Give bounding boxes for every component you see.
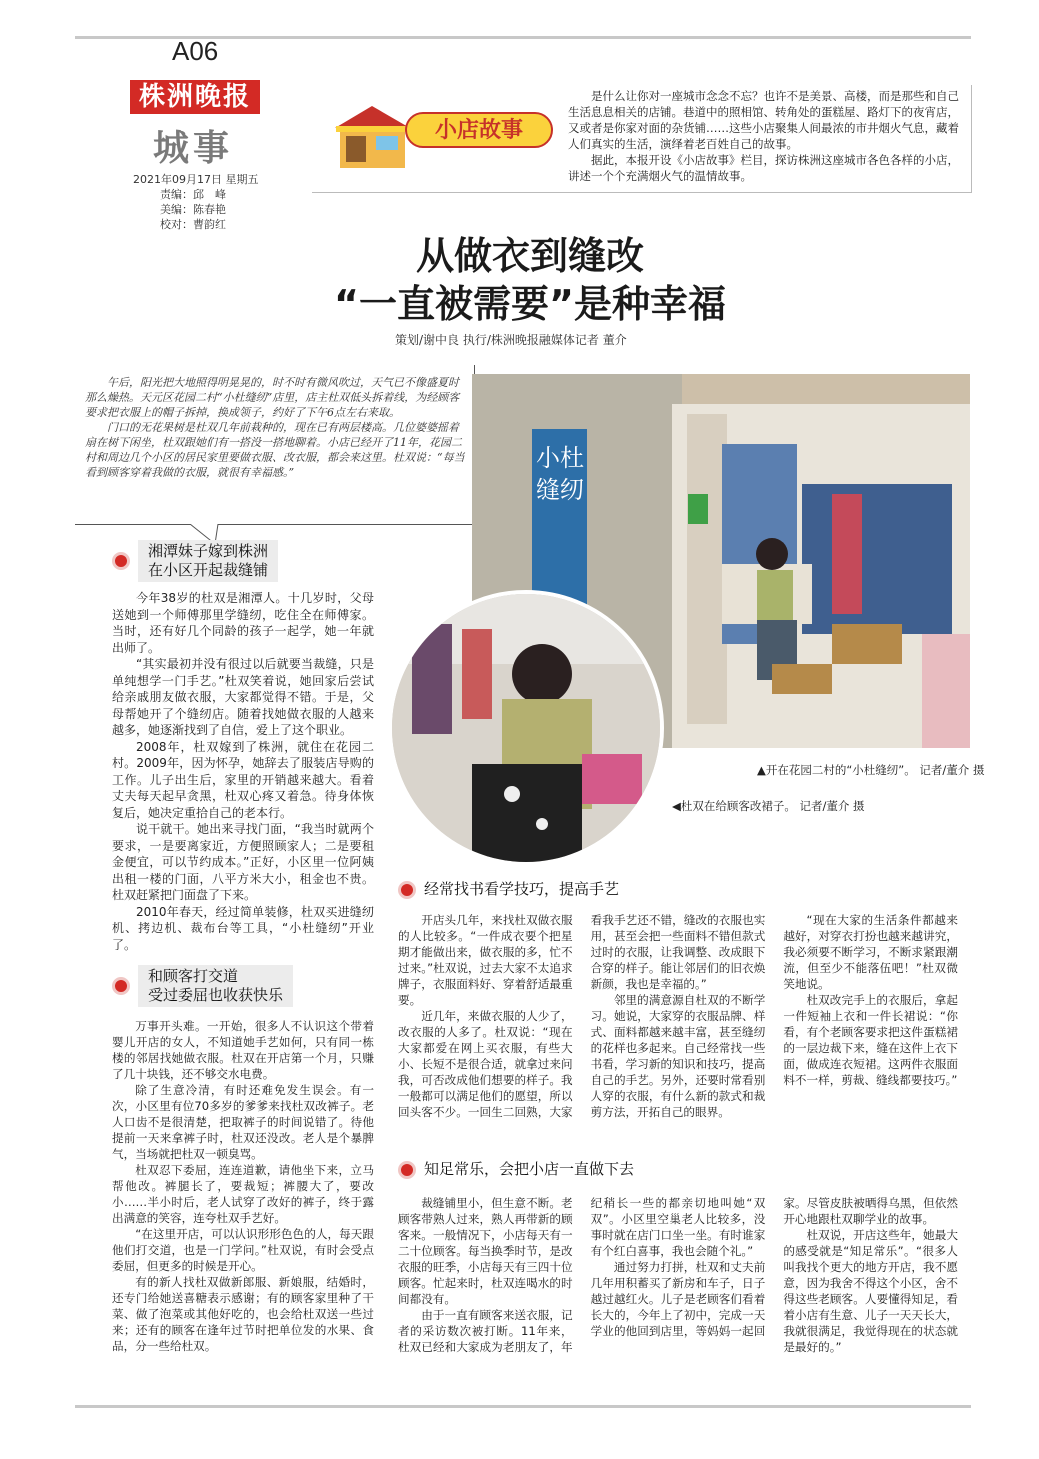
lead-paragraph: 门口的无花果树是杜双几年前栽种的，现在已有两层楼高。几位婆婆摇着扇在树下闲坐，杜双跟她们有一搭没一搭地聊着。小店已经开了11年，花园二村和周边几个小区的居民家里要做衣服、改衣服，都会来这里。杜双说：“每当看到顾客穿着我做的衣服，就很有幸福感。” [85,421,465,479]
body-paragraph: “现在大家的生活条件都越来越好，对穿衣打扮也越来越讲究，我必须要不断学习，不断求紧跟潮流，但至少不能落伍吧！”杜双微笑地说。 [783,913,958,991]
bottom-rule [75,1405,971,1408]
section-heading-line: 经常找书看学技巧，提高手艺 [424,880,620,898]
tailor-photo-caption: ◀杜双在给顾客改裙子。 记者/董介 摄 [672,799,865,813]
credit-proofreader: 校对：曹韵红 [160,218,226,231]
headline-line-2: “一直被需要”是种幸福 [334,282,726,326]
section-body-2 [112,1018,374,1354]
section-body-4 [398,1195,958,1395]
section-body-3 [398,912,958,1140]
body-paragraph: 裁缝铺里小，但生意不断。老顾客带熟人过来，熟人再带新的顾客来。一般情况下，小店每天有一二十位顾客。每当换季时节，是改衣服的旺季，小店每天有三四十位顾客。忙起来时，杜双连喝水的时间都没有。 [398,1196,573,1306]
body-paragraph: 邻里的满意源自杜双的不断学习。她说，大家穿的衣服品牌、样式、面料都越来越丰富，甚至缝纫的花样也多起来。自己经常找一些书看，学习新的知识和技巧，提高自己的手艺。另外，还要时常看别人穿的衣服，有什么新的款式和裁剪方法，开拓自己的眼界。 [590,993,766,1119]
masthead-logo: 株洲晚报 [130,80,260,114]
column-intro-text [568,88,968,184]
credit-editor: 责编：邱 峰 [160,188,226,201]
section-heading-line: 受过委屈也收获快乐 [148,986,284,1004]
editor-credits [160,187,226,232]
tailor-photo-art [392,594,660,862]
section-heading-line: 和顾客打交道 [148,967,239,985]
lead-paragraph: 午后，阳光把大地照得明晃晃的，时不时有微风吹过，天气已不像盛夏时那么燥热。天元区花园二村“小杜缝纫”店里，店主杜双低头拆着线，为经顾客要求把衣服上的帽子拆掉，换成领子，约好了下午6点左右来取。 [85,376,460,419]
body-paragraph: “其实最初并没有很过以后就要当裁缝，只是单纯想学一门手艺。”杜双笑着说，她回家后尝试给亲戚朋友做衣服，大家都觉得不错。于是，父母帮她开了个缝纫店。随着找她做衣服的人越来越多，她逐渐找到了自信，爱上了这个职业。 [112,657,374,737]
intro-paragraph: 是什么让你对一座城市念念不忘？也许不是美景、高楼，而是那些和自己生活息息相关的店铺。巷道中的照相馆、转角处的蛋糕屋、路灯下的夜宵店，又或者是你家对面的杂货铺……这些小店聚集人间最浓的市井烟火气息，藏着人们真实的生活，演绎着老百姓自己的故事。 [568,89,959,151]
column-badge: 小店故事 [405,112,553,148]
body-paragraph: 杜双忍下委屈，连连道歉，请他坐下来，立马帮他改。裤腿长了，要裁短；裤腰大了，要改小……半小时后，老人试穿了改好的裤子，终于露出满意的笑容，连夸杜双手艺好。 [112,1163,374,1225]
page-number: A06 [172,36,219,66]
dateline: 2021年09月17日 星期五 [133,173,259,186]
section-heading-3 [398,880,619,899]
bullet-dot-icon [112,552,130,570]
section-heading-1 [112,540,278,582]
body-paragraph: 开店头几年，来找杜双做衣服的人比较多。“一件成衣要个把星期才能做出来，做衣服的多，忙不过来。”杜双说，过去大家不太追求牌子，衣服面料好、穿着舒适最重要。 [398,913,573,1007]
section-heading-line: 知足常乐，会把小店一直做下去 [424,1160,635,1178]
section-heading-2 [112,965,293,1007]
body-paragraph: 有的新人找杜双做新郎服、新娘服，结婚时，还专门给她送喜糖表示感谢；有的顾客家里种了干菜、做了泡菜或其他好吃的，也会给杜双送一些过来；还有的顾客在逢年过节时把单位发的水果、食品，分一些给杜双。 [112,1275,374,1353]
body-paragraph: 通过努力打拼，杜双和丈夫前几年用积蓄买了新房和车子，日子越过越红火。儿子是老顾客们看着长大的，今年上了初中，完成一天学业的他回到店里，等妈妈一起回家。尽管皮肤被晒得乌黑，但依然开心地跟杜双聊学业的故事。 [590,1196,958,1338]
credit-designer: 美编：陈春艳 [160,203,226,216]
body-paragraph: 2010年春天，经过简单装修，杜双买进缝纫机、拷边机、裁布台等工具，“小杜缝纫”开业了。 [112,904,374,952]
section-heading-line: 在小区开起裁缝铺 [148,561,269,579]
section-title: 城事 [153,127,234,169]
headline-line-1: 从做衣到缝改 [415,234,644,278]
body-paragraph: 杜双改完手上的衣服后，拿起一件短袖上衣和一件长裙说：“你看，有个老顾客要求把这件蛋糕裙的一层边裁下来，缝在这件上衣下面，做成连衣短裙。这两件衣服面料不一样，剪裁、缝线都要技巧。” [783,993,958,1087]
section-heading-4 [398,1160,634,1179]
bullet-dot-icon [398,881,416,899]
intro-paragraph: 据此，本报开设《小店故事》栏目，探访株洲这座城市各色各样的小店，讲述一个个充满烟火气的温情故事。 [568,153,959,183]
body-paragraph: 今年38岁的杜双是湘潭人。十几岁时，父母送她到一个师傅那里学缝纫，吃住全在师傅家。当时，还有好几个同龄的孩子一起学，她一年就出师了。 [112,591,374,655]
bullet-dot-icon [398,1161,416,1179]
headline [250,232,810,328]
shop-sign: 小杜缝纫 [536,444,584,504]
byline: 策划/谢中良 执行/株洲晚报融媒体记者 董介 [395,333,627,347]
body-paragraph: 2008年，杜双嫁到了株洲，就住在花园二村。2009年，因为怀孕，她辞去了服装店导购的工作。儿子出生后，家里的开销越来越大。看着丈夫每天起早贪黑，杜双心疼又着急。待身体恢复后，她决定重拾自己的老本行。 [112,739,374,820]
body-paragraph: 杜双说，开店这些年，她最大的感受就是“知足常乐”。“很多人叫我找个更大的地方开店，我不愿意，因为我舍不得这个小区，舍不得这些老顾客。人要懂得知足，看着小店有生意、儿子一天天长大，我就很满足，我觉得现在的状态就是最好的。” [783,1228,958,1354]
bullet-dot-icon [112,977,130,995]
lead-text [85,375,465,480]
tailor-photo [388,590,664,866]
body-paragraph: 近几年，来做衣服的人少了，改衣服的人多了。杜双说：“现在大家都爱在网上买衣服，有些大小、长短不是很合适，就拿过来问我，可否改成他们想要的样子。我一般都可以满足他们的愿望，所以回头客不少。一回生二回熟，大家看我手艺还不错，缝改的衣服也实用，甚至会把一些面料不错但款式过时的衣服，让我调整、改成眼下合穿的样子。能让邻居们的旧衣焕新颜，我也是幸福的。” [398,913,766,1119]
body-paragraph: 除了生意冷清，有时还难免发生误会。有一次，小区里有位70多岁的爹爹来找杜双改裤子。老人口齿不是很清楚，把取裤子的时间说错了。待他提前一天来拿裤子时，杜双还没改。老人是个暴脾气，当场就把杜双一顿臭骂。 [112,1083,374,1161]
body-paragraph: 万事开头难。一开始，很多人不认识这个带着婴儿开店的女人，不知道她手艺如何，只有同一栋楼的邻居找她做衣服。杜双在开店第一个月，只赚了几十块钱，还不够交水电费。 [112,1019,374,1081]
body-paragraph: “在这里开店，可以认识形形色色的人，每天跟他们打交道，也是一门学问。”杜双说，有时会受点委屈，但更多的时候是开心。 [112,1227,374,1273]
section-body-1 [112,590,374,953]
body-paragraph: 说干就干。她出来寻找门面，“我当时就两个要求，一是要离家近，方便照顾家人；二是要租金便宜，可以节约成本。”正好，小区里一位阿姨出租一楼的门面，八平方米大小，租金也不贵。杜双赶紧把门面盘了下来。 [112,822,374,902]
shop-photo-caption: ▲开在花园二村的“小杜缝纫”。 记者/董介 摄 [757,763,985,777]
section-heading-line: 湘潭妹子嫁到株洲 [148,542,269,560]
shopfront-illustration [330,100,415,172]
body-paragraph: 由于一直有顾客来送衣服，记者的采访数次被打断。11年来，杜双已经和大家成为老朋友了，年纪稍长一些的都亲切地叫她“双双”。小区里空巢老人比较多，没事时就在店门口坐一坐。有时谁家有个红白喜事，我也会随个礼。” [398,1196,766,1354]
